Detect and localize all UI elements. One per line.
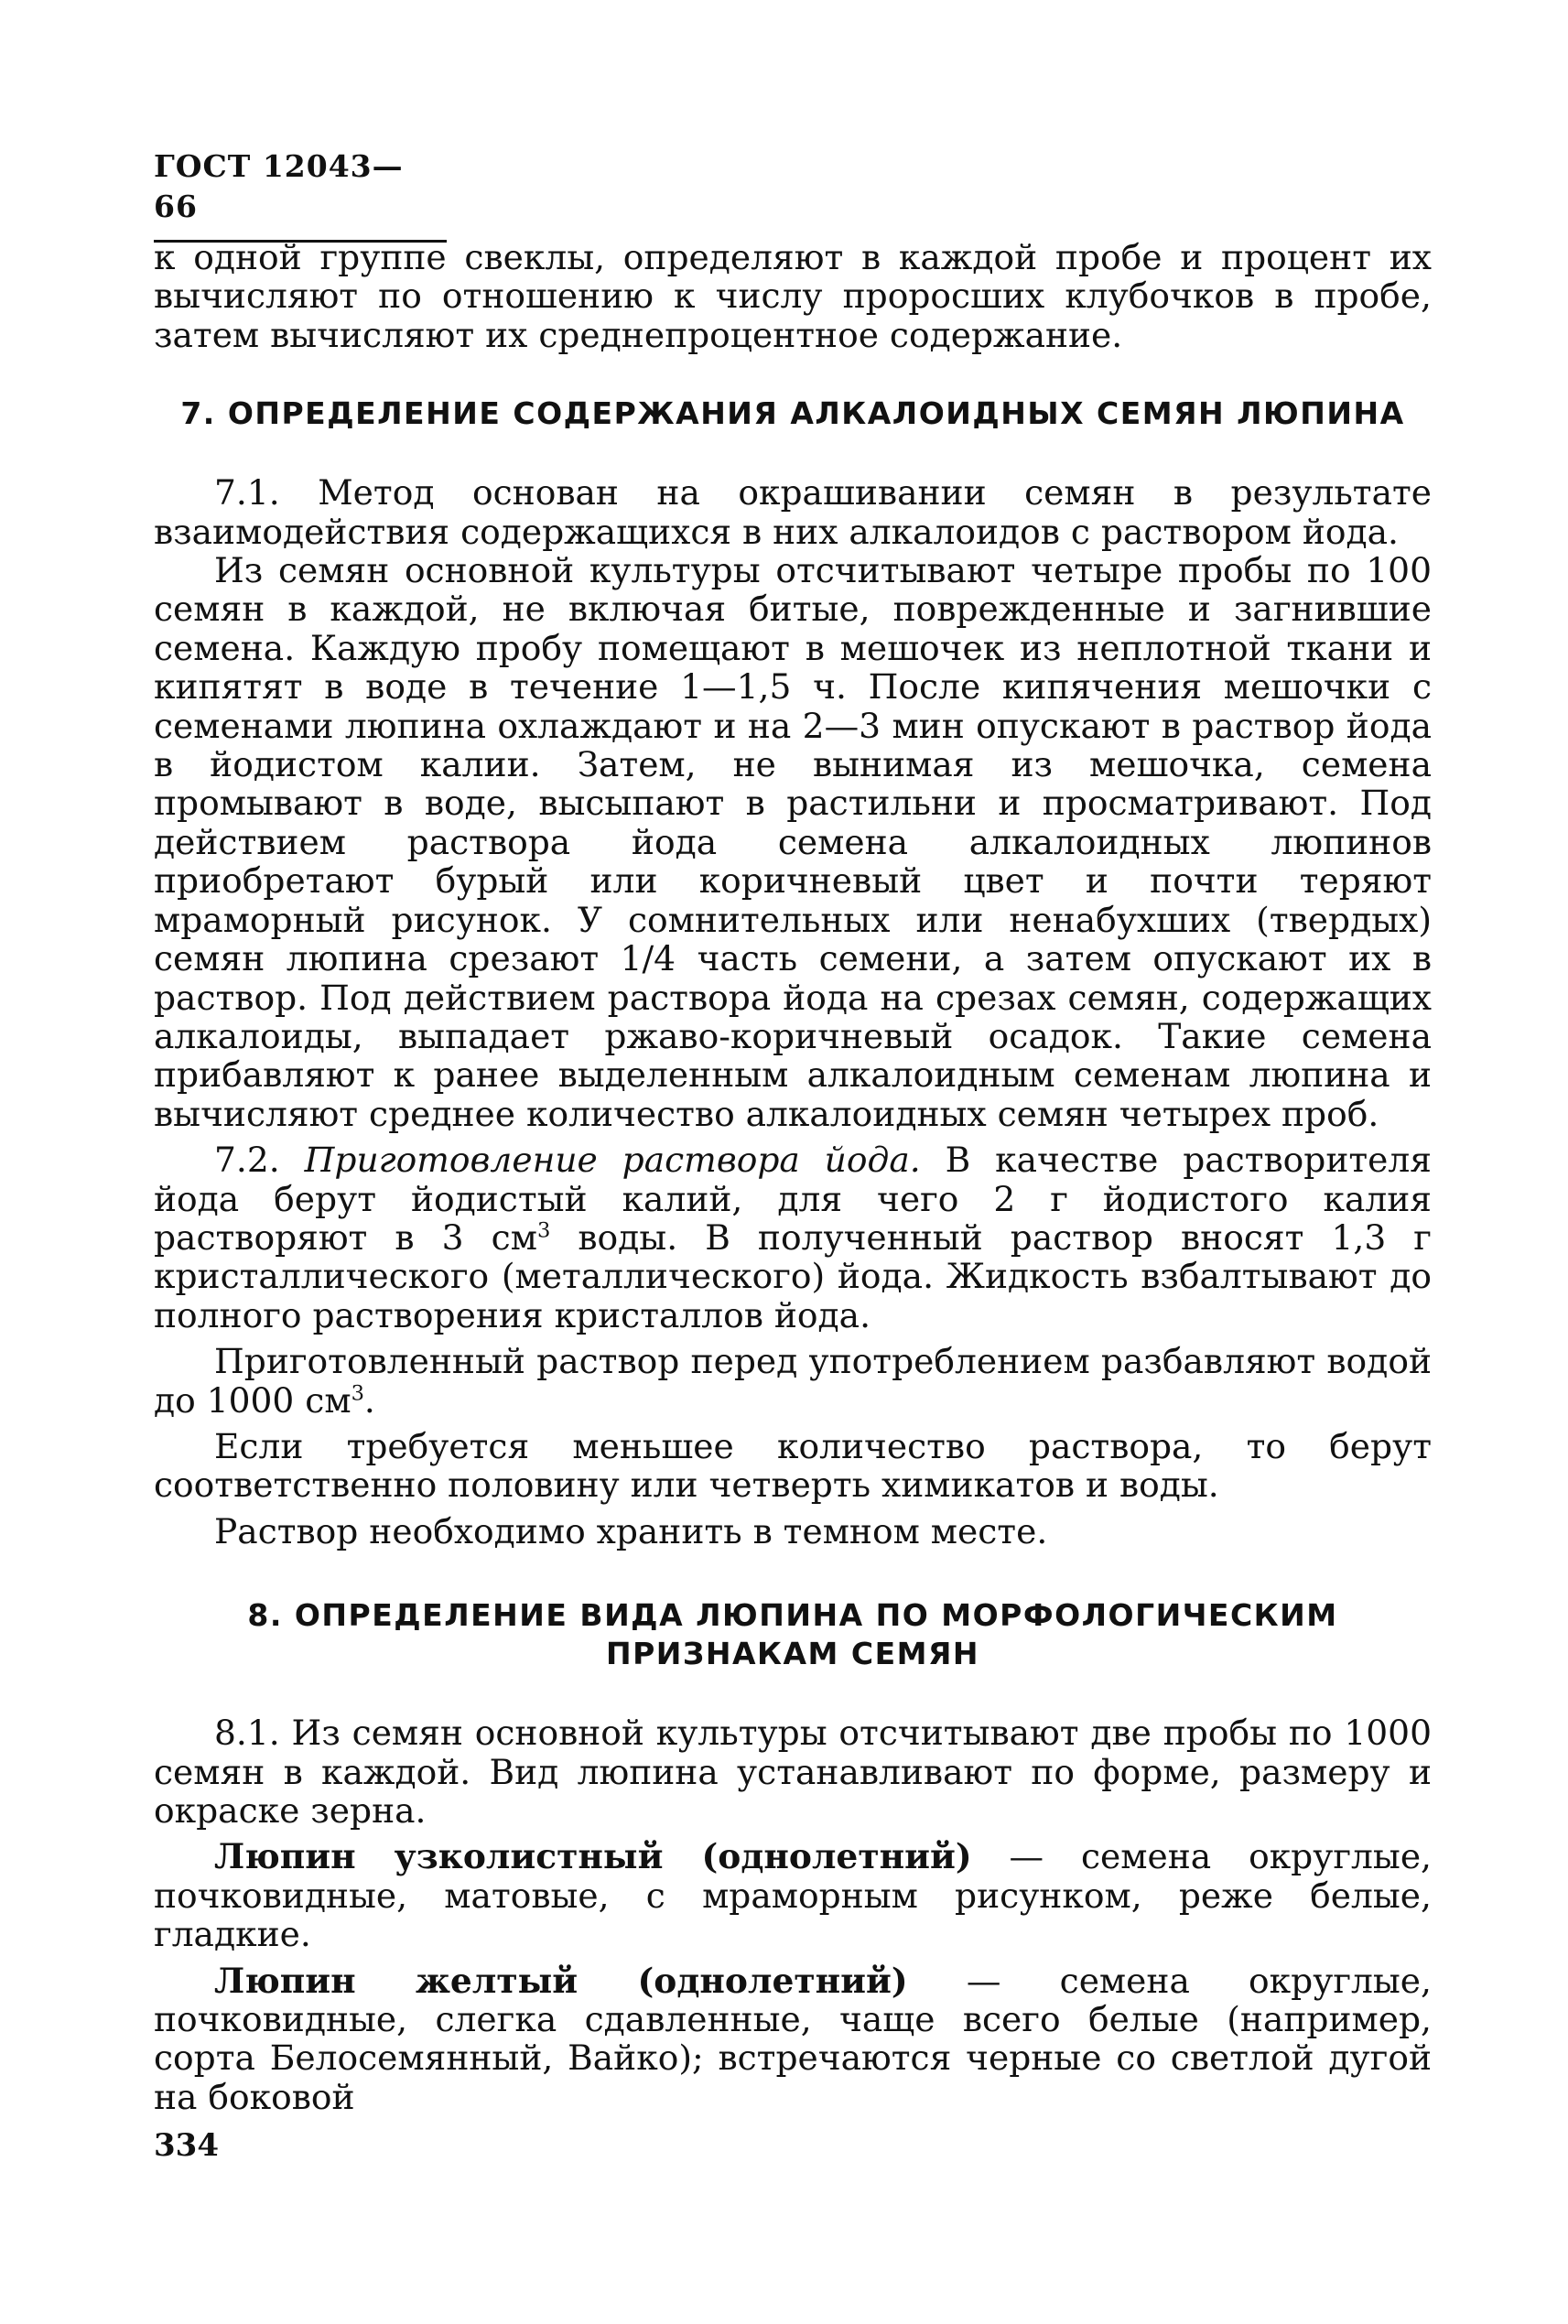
paragraph-smaller-amount: Если требуется меньшее количество раствора, то берут соответственно половину или четверть химикатов и воды.: [154, 1425, 1432, 1506]
intro-paragraph: к одной группе свеклы, определяют в каждой пробе и процент их вычисляют по отношению к числу проросших клубочков в пробе, затем вычисляют их среднепроцентное содержание.: [154, 237, 1432, 355]
paragraph-7-2-part1: В качестве растворителя йода берут йодистый калий, для чего 2 г йодистого калия растворяют в 3 см: [154, 1140, 1432, 1258]
paragraph-narrow-leaved-lupin: [154, 1837, 1432, 1953]
paragraph-8-1: 8.1. Из семян основной культуры отсчитывают две пробы по 1000 семян в каждой. Вид люпина устанавливают по форме, размеру и окраске зерна.: [154, 1713, 1432, 1831]
document-code: ГОСТ 12043—66: [154, 148, 404, 224]
document-body: [154, 238, 1432, 2116]
page-header: [154, 146, 447, 243]
page-number: 334: [154, 2127, 219, 2164]
paragraph-7-2-part2: воды. В полученный раствор вносят 1,3 г кристаллического (металлического) йода. Жидкость взбалтывают до полного растворения кристаллов йода.: [154, 1216, 1432, 1335]
superscript: 3: [351, 1381, 364, 1406]
paragraph-7-2-title: Приготовление раствора йода.: [304, 1140, 921, 1181]
paragraph-7-2-number: 7.2.: [214, 1140, 280, 1181]
paragraph-yellow-lupin: [154, 1962, 1432, 2117]
section-8-heading: 8. ОПРЕДЕЛЕНИЕ ВИДА ЛЮПИНА ПО МОРФОЛОГИЧЕСКИМ ПРИЗНАКАМ СЕМЯН: [247, 1597, 1338, 1672]
paragraph-7-2: [154, 1140, 1432, 1335]
paragraph-7-1-method-part2: часть семени, а затем опускают их в раствор. Под действием раствора йода на срезах семян, содержащих алкалоиды, выпадает ржаво-коричневый осадок. Такие семена прибавляют к ранее выделенным алкалоидным семенам люпина и вычисляют среднее количество алкалоидных семян четырех проб.: [154, 938, 1433, 1134]
paragraph-7-1-method: [154, 551, 1432, 1133]
paragraph-storage: Раствор необходимо хранить в темном месте.: [214, 1510, 1048, 1551]
superscript: 3: [536, 1218, 551, 1243]
paragraph-7-1: 7.1. Метод основан на окрашивании семян в результате взаимодействия содержащихся в них алкалоидов с раствором йода.: [154, 472, 1432, 552]
definition-yellow-lupin: — семена округлые, почковидные, слегка сдавленные, чаще всего белые (например, сорта Белосемянный, Вайко); встречаются черные со светлой дугой на боковой: [154, 1960, 1432, 2117]
term-narrow-leaved-lupin: Люпин узколистный (однолетний): [214, 1836, 972, 1877]
section-7-heading: 7. ОПРЕДЕЛЕНИЕ СОДЕРЖАНИЯ АЛКАЛОИДНЫХ СЕМЯН ЛЮПИНА: [180, 395, 1405, 432]
paragraph-7-1-method-part1: Из семян основной культуры отсчитывают четыре пробы по 100 семян в каждой, не включая битые, поврежденные и загнившие семена. Каждую пробу помещают в мешочек из неплотной ткани и кипятят в воде в течение 1—1,5 ч. После кипячения мешочки с семенами люпина охлаждают и на 2—3 мин опускают в раствор йода в йодистом калии. Затем, не вынимая из мешочка, семена промывают в воде, высыпают в растильни и просматривают. Под действием раствора йода семена алкалоидных люпинов приобретают бурый или коричневый цвет и почти теряют мраморный рисунок. У сомнительных или ненабухших (твердых) семян люпина срезают: [154, 550, 1432, 979]
paragraph-dilution-part1: Приготовленный раствор перед употреблением разбавляют водой до 1000 см: [154, 1341, 1432, 1421]
definition-narrow-leaved-lupin: — семена округлые, почковидные, матовые, с мраморным рисунком, реже белые, гладкие.: [154, 1836, 1432, 1955]
fraction: 1/4: [620, 938, 676, 979]
paragraph-dilution-part2: .: [363, 1379, 375, 1421]
paragraph-dilution: [154, 1342, 1432, 1420]
term-yellow-lupin: Люпин желтый (однолетний): [214, 1960, 908, 2001]
